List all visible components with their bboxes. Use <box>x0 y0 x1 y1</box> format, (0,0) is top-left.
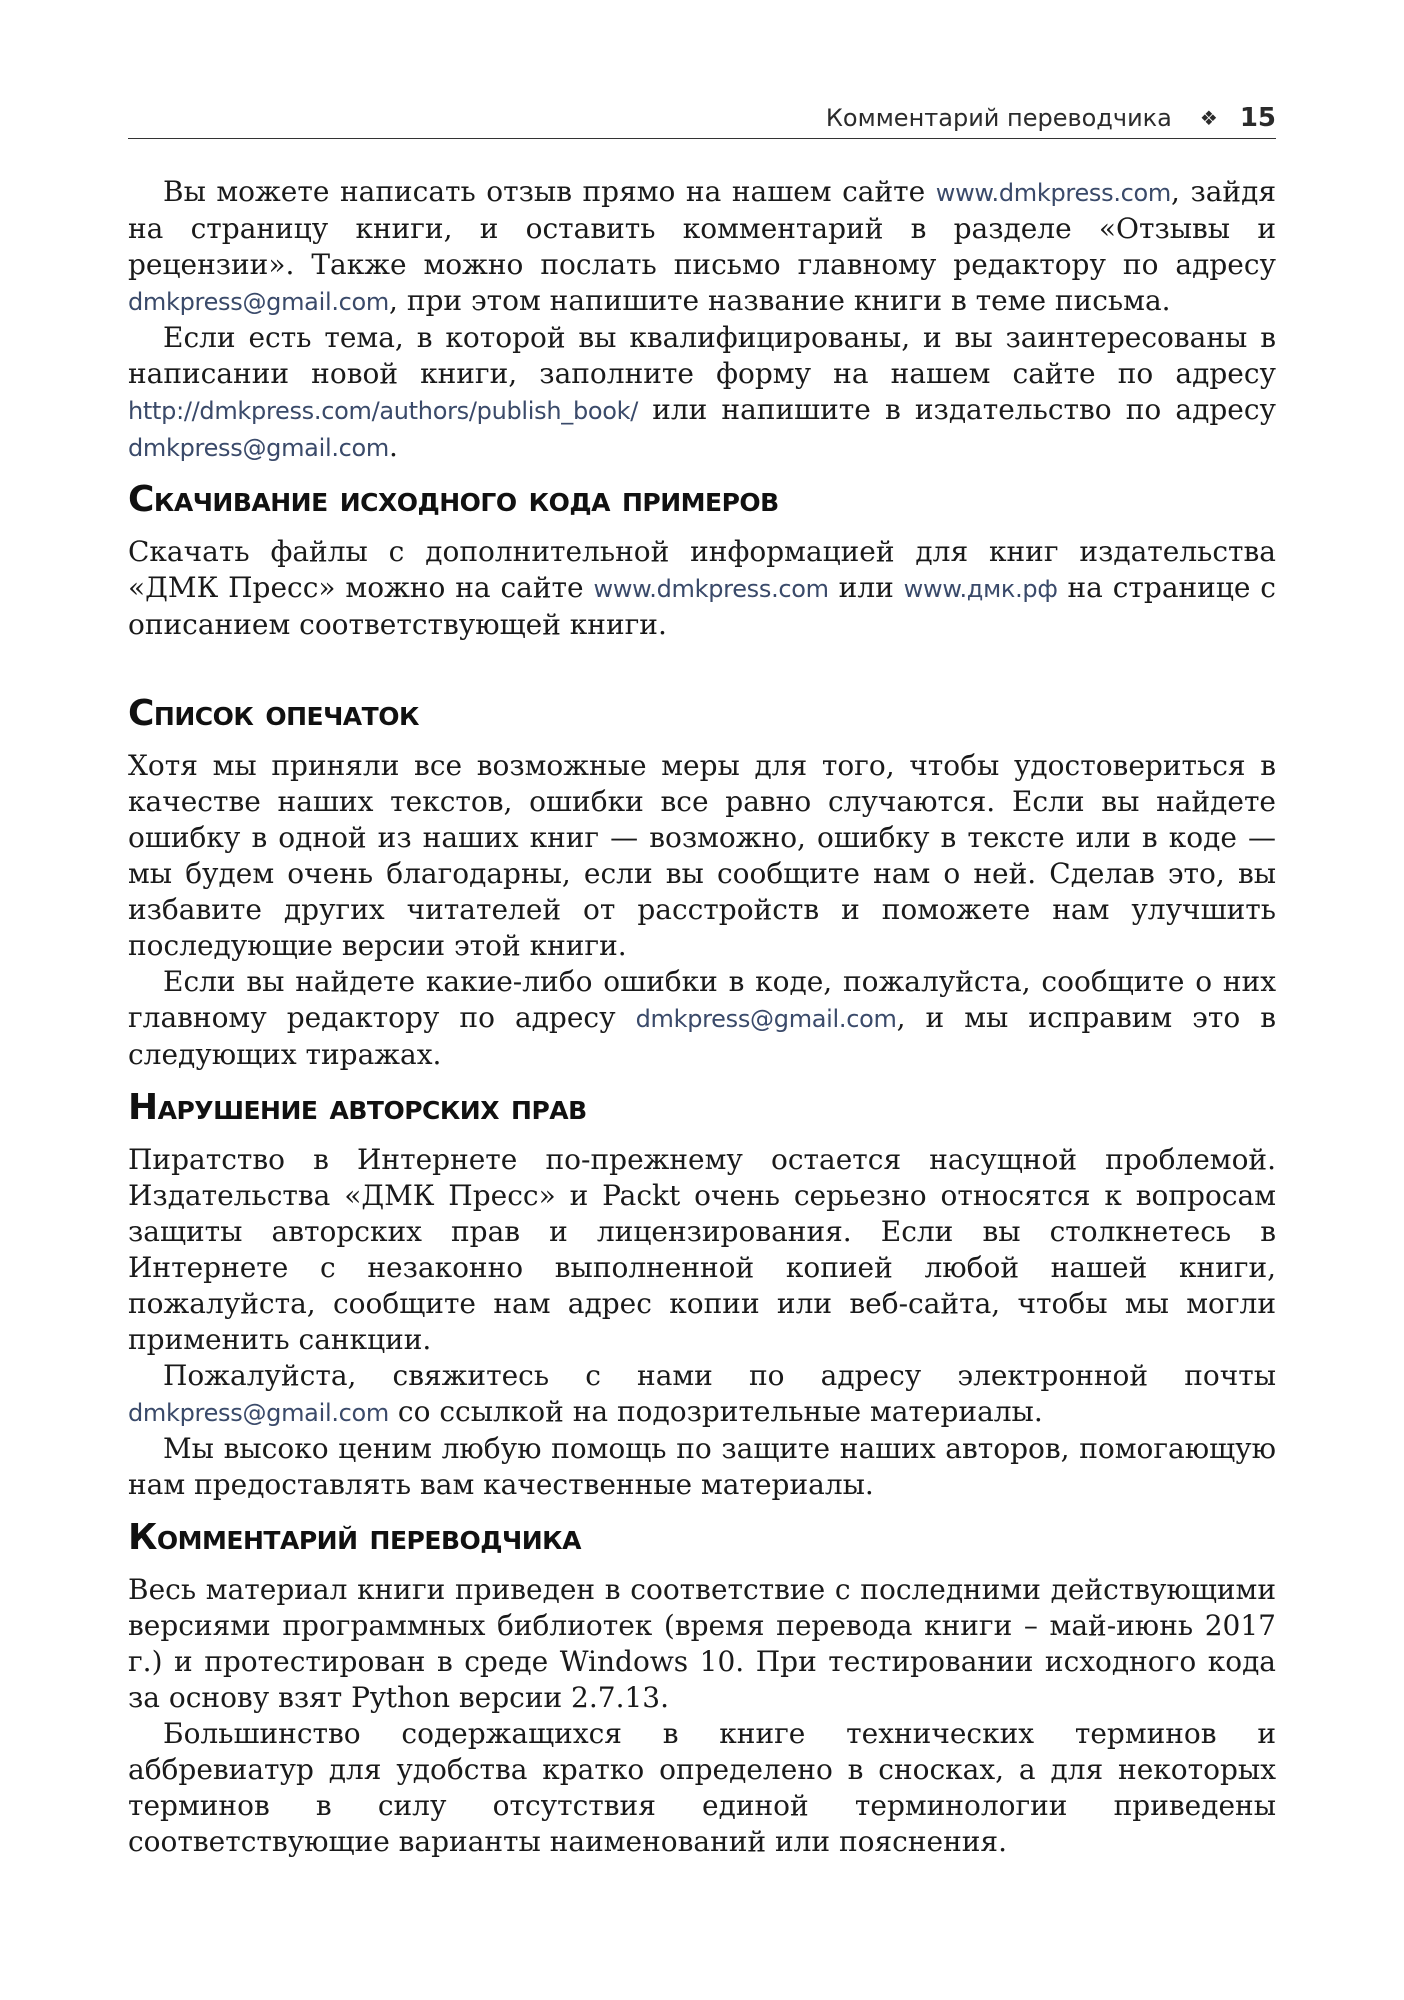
translator-paragraph-1: Весь материал книги приведен в соответствие с последними действующими версиями программных библиотек (время перевода книги – май-июнь 2017 г.) и протестирован в среде Windows 10. При тестировании исходного кода за основу взят Python версии 2.7.13. <box>128 1573 1276 1714</box>
email-link[interactable]: dmkpress@gmail.com <box>128 288 390 316</box>
email-link[interactable]: dmkpress@gmail.com <box>128 434 390 462</box>
text-run: Вы можете написать отзыв прямо на нашем сайте <box>163 175 936 208</box>
diamond-ornament-icon: ❖ <box>1199 106 1218 130</box>
intro-section <box>128 174 1276 466</box>
copyright-paragraph-2 <box>128 1358 1276 1431</box>
text-run: со ссылкой на подозрительные материалы. <box>389 1395 1043 1428</box>
email-link[interactable]: dmkpress@gmail.com <box>635 1005 897 1033</box>
text-run: , зайдя на страницу книги, и оставить комментарий в разделе «Отзывы и рецензии». Также можно послать письмо главному редактору по адресу <box>128 175 1276 281</box>
download-paragraph <box>128 534 1276 643</box>
text-run: или <box>828 571 904 604</box>
running-title: Комментарий переводчика <box>825 104 1172 132</box>
website-link[interactable]: www.dmkpress.com <box>935 179 1172 207</box>
page-number: 15 <box>1239 103 1276 133</box>
copyright-section <box>128 1086 1276 1503</box>
text-run: на странице с описанием соответствующей книги. <box>128 571 1276 641</box>
translator-paragraph-2: Большинство содержащихся в книге технических терминов и аббревиатур для удобства кратко определено в сносках, а для некоторых терминов в силу отсутствия единой терминологии приведены соответствующие варианты наименований или пояснения. <box>128 1717 1276 1858</box>
text-run: , и мы исправим это в следующих тиражах. <box>128 1001 1277 1071</box>
website-link[interactable]: www.dmkpress.com <box>593 575 829 603</box>
text-run: , при этом напишите название книги в теме письма. <box>389 284 1171 317</box>
text-run: Если вы найдете какие-либо ошибки в коде, пожалуйста, сообщите о них главному редактору по адресу <box>128 965 1276 1034</box>
text-run: Скачать файлы с дополнительной информацией для книг издательства «ДМК Пресс» можно на сайте <box>128 535 1276 604</box>
section-heading-copyright: Нарушение авторских прав <box>128 1087 587 1128</box>
section-heading-download: Скачивание исходного кода примеров <box>128 479 779 520</box>
running-header <box>128 98 1276 139</box>
download-section <box>128 478 1276 643</box>
section-heading-errata: Список опечаток <box>128 693 419 734</box>
errata-section <box>128 692 1276 1073</box>
copyright-paragraph-3: Мы высоко ценим любую помощь по защите наших авторов, помогающую нам предоставлять вам качественные материалы. <box>128 1432 1276 1501</box>
website-rf-link[interactable]: www.дмк.рф <box>903 575 1058 603</box>
errata-paragraph-2 <box>128 964 1276 1073</box>
text-run: Если есть тема, в которой вы квалифицированы, и вы заинтересованы в написании новой книги, заполните форму на нашем сайте по адресу <box>128 321 1276 390</box>
intro-paragraph-2 <box>128 320 1276 466</box>
text-run: . <box>389 430 398 463</box>
text-run: Пожалуйста, свяжитесь с нами по адресу электронной почты <box>163 1359 1276 1392</box>
copyright-paragraph-1: Пиратство в Интернете по-прежнему остается насущной проблемой. Издательства «ДМК Пресс» и Packt очень серьезно относятся к вопросам защиты авторских прав и лицензирования. Если вы столкнетесь в Интернете с незаконно выполненной копией любой нашей книги, пожалуйста, сообщите нам адрес копии или веб-сайта, чтобы мы могли применить санкции. <box>128 1143 1276 1356</box>
text-run: или напишите в издательство по адресу <box>638 393 1276 426</box>
errata-paragraph-1: Хотя мы приняли все возможные меры для того, чтобы удостовериться в качестве наших текстов, ошибки все равно случаются. Если вы найдете ошибку в одной из наших книг — возможно, ошибку в тексте или в коде — мы будем очень благодарны, если вы сообщите нам о ней. Сделав это, вы избавите других читателей от расстройств и поможете нам улучшить последующие версии этой книги. <box>128 749 1276 962</box>
translator-section <box>128 1516 1276 1860</box>
email-link[interactable]: dmkpress@gmail.com <box>128 1399 390 1427</box>
section-heading-translator: Комментарий переводчика <box>128 1517 581 1558</box>
publish-book-link[interactable]: http://dmkpress.com/authors/publish_book/ <box>128 397 639 425</box>
intro-paragraph-1 <box>128 174 1276 320</box>
